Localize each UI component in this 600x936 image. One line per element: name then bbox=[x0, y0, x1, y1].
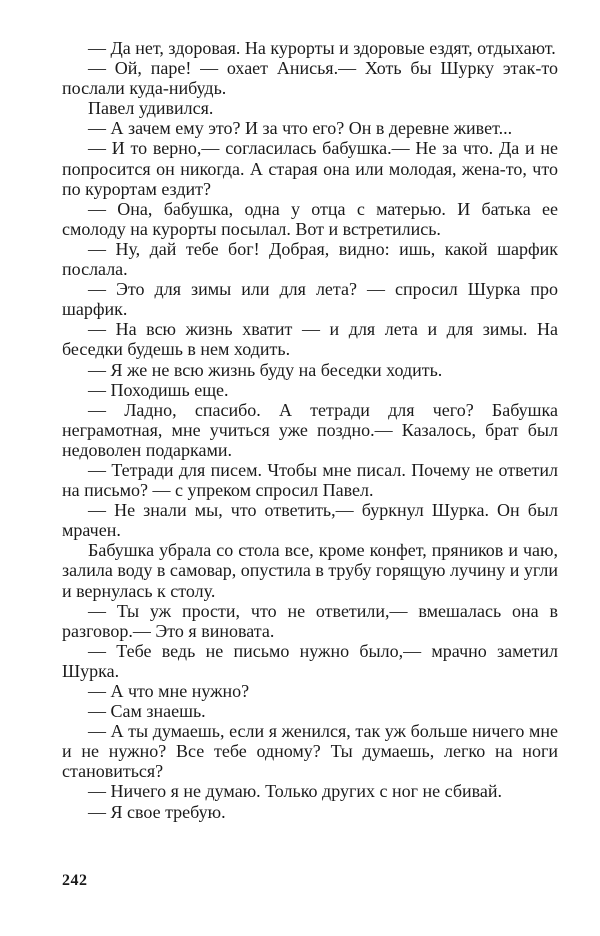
paragraph-9: — На всю жизнь хватит — и для лета и для зимы. На беседки будешь в нем ходить. bbox=[62, 319, 558, 360]
paragraph-3: Павел удивился. bbox=[88, 98, 214, 119]
paragraph-11: — Походишь еще. bbox=[88, 379, 229, 400]
book-page bbox=[62, 38, 558, 822]
paragraph-22: — Я свое требую. bbox=[88, 801, 226, 822]
paragraph-19: — Сам знаешь. bbox=[88, 701, 206, 722]
paragraph-10: — Я же не всю жизнь буду на беседки ходить. bbox=[88, 359, 443, 380]
paragraph-12: — Ладно, спасибо. А тетради для чего? Бабушка неграмотная, мне учиться уже поздно.— Казалось, брат был недоволен подарками. bbox=[62, 399, 558, 460]
paragraph-5: — И то верно,— согласилась бабушка.— Не за что. Да и не попросится он никогда. А старая она или молодая, жена-то, что по курортам ездит? bbox=[62, 138, 558, 199]
paragraph-1: — Да нет, здоровая. На курорты и здоровые ездят, отдыхают. bbox=[88, 38, 556, 58]
paragraph-18: — А что мне нужно? bbox=[88, 681, 250, 701]
paragraph-17: — Тебе ведь не письмо нужно было,— мрачно заметил Шурка. bbox=[62, 640, 558, 681]
paragraph-8: — Это для зимы или для лета? — спросил Шурка про шарфик. bbox=[62, 279, 558, 320]
page-text bbox=[62, 38, 558, 822]
paragraph-15: Бабушка убрала со стола все, кроме конфет, пряников и чаю, залила воду в самовар, опустила в трубу горящую лучину и угли и вернулась к столу. bbox=[62, 540, 558, 601]
paragraph-2: — Ой, паре! — охает Анисья.— Хоть бы Шурку этак-то послали куда-нибудь. bbox=[62, 58, 558, 99]
page-number: 242 bbox=[62, 872, 88, 889]
paragraph-20: — А ты думаешь, если я женился, так уж больше ничего мне и не нужно? Все тебе одному? Ты думаешь, легко на ноги становиться? bbox=[62, 721, 558, 782]
paragraph-4: — А зачем ему это? И за что его? Он в деревне живет... bbox=[88, 118, 513, 139]
paragraph-16: — Ты уж прости, что не ответили,— вмешалась она в разговор.— Это я виновата. bbox=[62, 600, 558, 641]
paragraph-7: — Ну, дай тебе бог! Добрая, видно: ишь, какой шарфик послала. bbox=[62, 238, 558, 280]
paragraph-21: — Ничего я не думаю. Только других с ног не сбивай. bbox=[88, 781, 503, 802]
paragraph-14: — Не знали мы, что ответить,— буркнул Шурка. Он был мрачен. bbox=[62, 500, 558, 541]
paragraph-6: — Она, бабушка, одна у отца с матерью. И батька ее смолоду на курорты посылал. Вот и встретились. bbox=[62, 198, 558, 239]
paragraph-13: — Тетради для писем. Чтобы мне писал. Почему не ответил на письмо? — с упреком спросил Павел. bbox=[62, 459, 558, 501]
